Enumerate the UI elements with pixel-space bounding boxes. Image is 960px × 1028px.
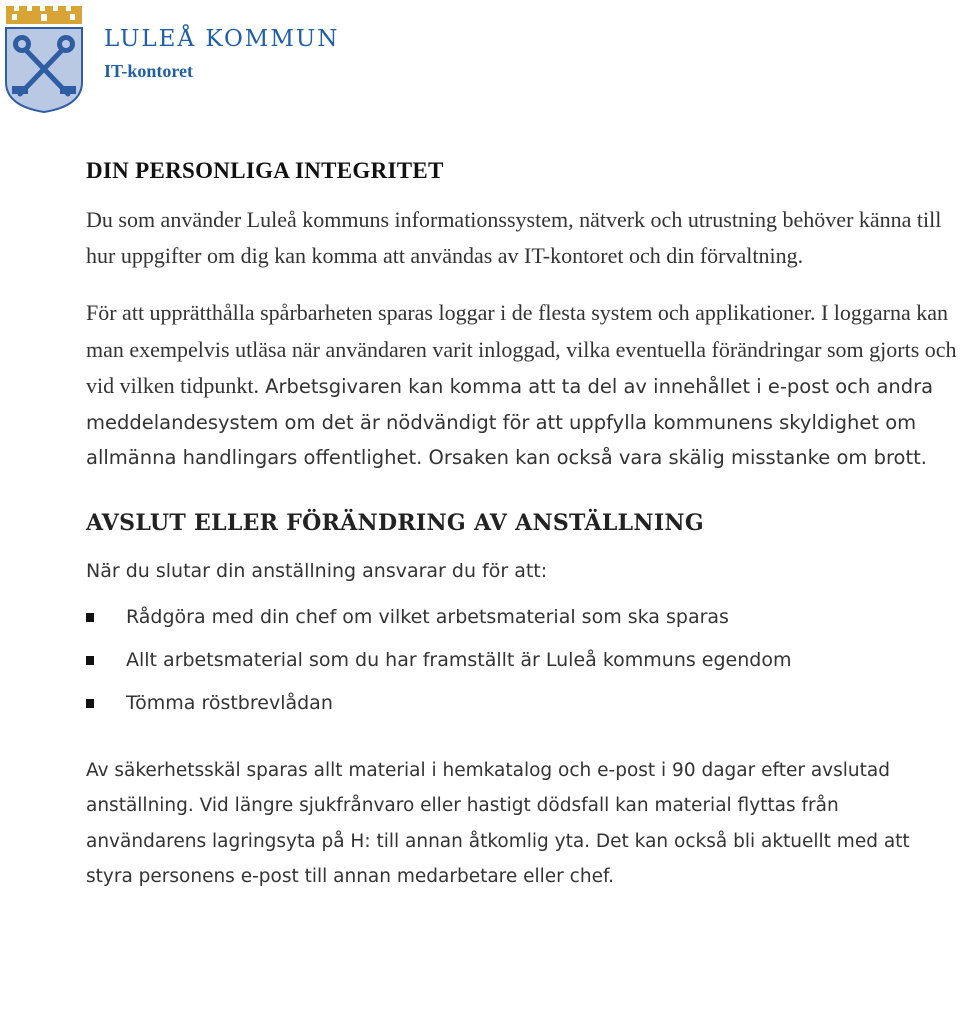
square-bullet-icon (86, 656, 94, 665)
lulea-coat-of-arms-icon (4, 2, 84, 114)
square-bullet-icon (86, 699, 94, 708)
organization-name: LULEÅ KOMMUN (104, 26, 340, 52)
list-item (86, 606, 958, 649)
list-item-text: Tömma röstbrevlådan (126, 691, 333, 714)
square-bullet-icon (86, 613, 94, 622)
employer-access-text: Arbetsgivaren kan komma att ta del av innehållet i e-post och andra meddelandesystem om det är nödvändigt för att uppfylla kommunens skyldighet om allmänna handlingars offentlighet. Orsaken kan också vara skälig misstanke om brott. (86, 375, 934, 469)
retention-paragraph: Av säkerhetsskäl sparas allt material i hemkatalog och e-post i 90 dagar efter avslutad anställning. Vid längre sjukfrånvaro eller hastigt dödsfall kan material flyttas från användarens lagringsyta på H: till annan åtkomlig yta. Det kan också bli aktuellt med att styra personens e-post till annan medarbetare eller chef. (86, 759, 910, 887)
document-body (86, 158, 958, 895)
section-heading-privacy: DIN PERSONLIGA INTEGRITET (86, 158, 444, 183)
list-item (86, 649, 958, 692)
responsibilities-intro: När du slutar din anställning ansvarar du för att: (86, 559, 548, 582)
list-item-text: Allt arbetsmaterial som du har framställt är Luleå kommuns egendom (126, 648, 792, 671)
department-name: IT-kontoret (104, 61, 194, 81)
privacy-paragraph-logging (86, 295, 958, 476)
responsibilities-list (86, 606, 958, 735)
privacy-paragraph-intro: Du som använder Luleå kommuns informationssystem, nätverk och utrustning behöver känna till hur uppgifter om dig kan komma att användas av IT-kontoret och din förvaltning. (86, 207, 942, 268)
list-item-text: Rådgöra med din chef om vilket arbetsmaterial som ska sparas (126, 605, 729, 628)
list-item (86, 692, 958, 735)
section-heading-employment-end: AVSLUT ELLER FÖRÄNDRING AV ANSTÄLLNING (86, 509, 704, 536)
letterhead (0, 0, 960, 120)
logging-text: För att upprätthålla spårbarheten sparas loggar i de flesta system och applikationer. I loggarna kan man exempelvis utläsa när användaren varit inloggad, vilka eventuella förändringar som gjorts och vid vilken tidpunkt. (86, 300, 957, 398)
